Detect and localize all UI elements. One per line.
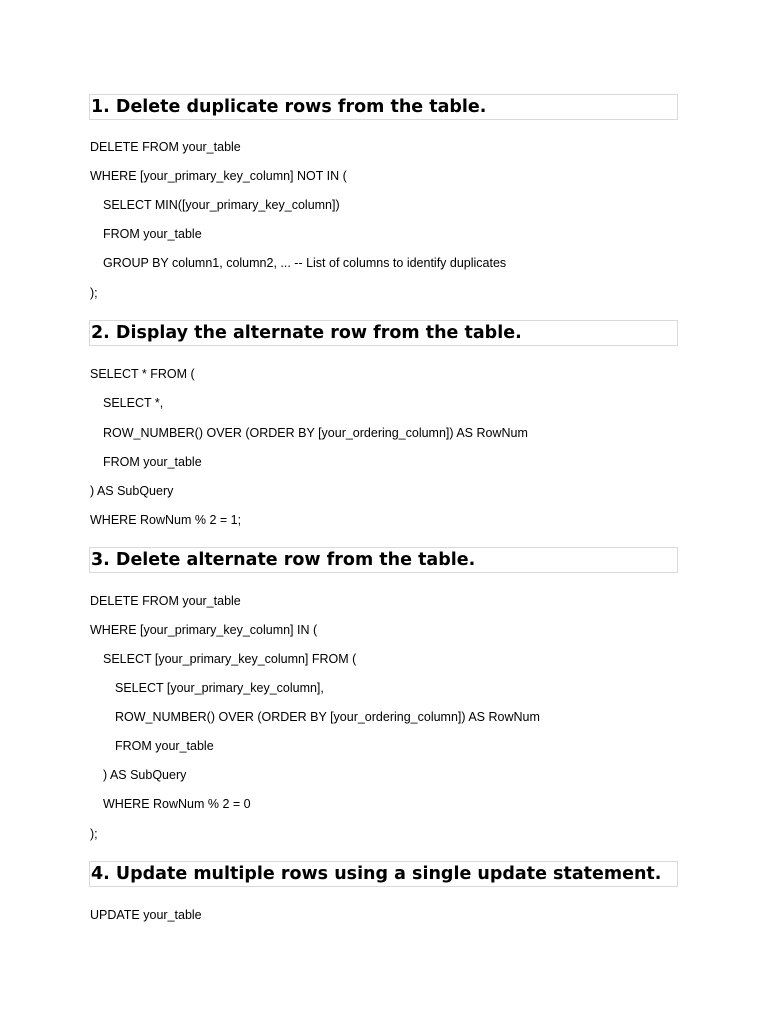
code-line: SELECT MIN([your_primary_key_column]) xyxy=(103,198,340,212)
code-line: FROM your_table xyxy=(103,455,202,469)
code-line: WHERE RowNum % 2 = 1; xyxy=(90,513,242,527)
code-line: ); xyxy=(90,827,98,841)
code-line: SELECT [your_primary_key_column], xyxy=(115,681,324,695)
code-line: FROM your_table xyxy=(115,739,214,753)
code-line: SELECT *, xyxy=(103,396,164,410)
code-line: ROW_NUMBER() OVER (ORDER BY [your_ordering_column]) AS RowNum xyxy=(103,426,528,440)
code-line: WHERE [your_primary_key_column] IN ( xyxy=(90,623,318,637)
code-line: DELETE FROM your_table xyxy=(90,140,241,154)
code-line: SELECT * FROM ( xyxy=(90,367,195,381)
code-line: FROM your_table xyxy=(103,227,202,241)
code-line: WHERE [your_primary_key_column] NOT IN ( xyxy=(90,169,347,183)
section-4-heading: 4. Update multiple rows using a single update statement. xyxy=(89,861,678,887)
code-line: ) AS SubQuery xyxy=(90,484,174,498)
code-line: SELECT [your_primary_key_column] FROM ( xyxy=(103,652,357,666)
code-line: WHERE RowNum % 2 = 0 xyxy=(103,797,251,811)
section-2-heading: 2. Display the alternate row from the table. xyxy=(89,320,678,346)
code-line: UPDATE your_table xyxy=(90,908,202,922)
code-line: ROW_NUMBER() OVER (ORDER BY [your_ordering_column]) AS RowNum xyxy=(115,710,540,724)
section-1-heading: 1. Delete duplicate rows from the table. xyxy=(89,94,678,120)
code-line: ); xyxy=(90,286,98,300)
code-line: GROUP BY column1, column2, ... -- List of columns to identify duplicates xyxy=(103,256,507,270)
code-line: DELETE FROM your_table xyxy=(90,594,241,608)
code-line: ) AS SubQuery xyxy=(103,768,187,782)
section-3-heading: 3. Delete alternate row from the table. xyxy=(89,547,678,573)
